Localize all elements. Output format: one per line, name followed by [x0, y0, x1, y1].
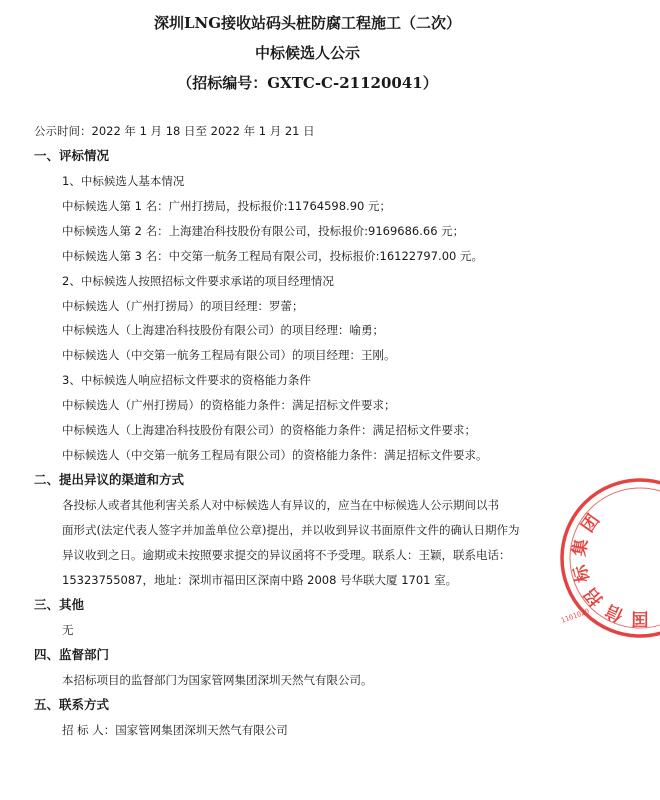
document-subtitle: 中标候选人公示 — [254, 44, 360, 62]
svg-text:集: 集 — [569, 537, 593, 558]
section4-heading: 四、监督部门 — [34, 647, 110, 662]
qualification-3: 中标候选人（中交第一航务工程局有限公司）的资格能力条件：满足招标文件要求。 — [62, 448, 488, 462]
objection-paragraph-line1: 各投标人或者其他利害关系人对中标候选人有异议的，应当在中标候选人公示期间以书 — [62, 498, 499, 512]
objection-paragraph-line4: 15323755087，地址：深圳市福田区深南中路 2008 号华联大厦 1701 室。 — [62, 573, 458, 587]
section4-text: 本招标项目的监督部门为国家管网集团深圳天然气有限公司。 — [62, 673, 373, 687]
section1-sub2: 2、中标候选人按照招标文件要求承诺的项目经理情况 — [62, 274, 334, 288]
official-seal-stamp — [540, 470, 660, 650]
section1-heading: 一、评标情况 — [34, 148, 110, 163]
svg-text:团: 团 — [577, 510, 604, 537]
svg-text:招: 招 — [580, 583, 608, 610]
manager-1: 中标候选人（广州打捞局）的项目经理：罗蕾； — [62, 299, 304, 313]
manager-3: 中标候选人（中交第一航务工程局有限公司）的项目经理：王刚。 — [62, 348, 396, 362]
candidate-3: 中标候选人第 3 名：中交第一航务工程局有限公司，投标报价:16122797.00 元。 — [62, 249, 483, 263]
section2-heading: 二、提出异议的渠道和方式 — [34, 472, 185, 487]
section3-heading: 三、其他 — [34, 597, 85, 612]
candidate-2: 中标候选人第 2 名：上海建冶科技股份有限公司，投标报价:9169686.66 元； — [62, 224, 465, 238]
manager-2: 中标候选人（上海建冶科技股份有限公司）的项目经理：喻勇； — [62, 323, 384, 337]
objection-paragraph-line2: 面形式(法定代表人签字并加盖单位公章)提出，并以收到异议书面原件文件的确认日期作为 — [62, 523, 520, 537]
section5-heading: 五、联系方式 — [34, 697, 110, 712]
document-title: 深圳LNG接收站码头桩防腐工程施工（二次） — [153, 14, 462, 32]
svg-text:国: 国 — [631, 608, 649, 628]
svg-text:信: 信 — [602, 599, 627, 626]
objection-paragraph-line3: 异议收到之日。逾期或未按照要求提交的异议函将不予受理。联系人：王颖，联系电话： — [62, 548, 511, 562]
section1-sub3: 3、中标候选人响应招标文件要求的资格能力条件 — [62, 373, 311, 387]
svg-text:1101020: 1101020 — [559, 607, 591, 625]
qualification-2: 中标候选人（上海建冶科技股份有限公司）的资格能力条件：满足招标文件要求； — [62, 423, 476, 437]
qualification-1: 中标候选人（广州打捞局）的资格能力条件：满足招标文件要求； — [62, 398, 396, 412]
section1-sub1: 1、中标候选人基本情况 — [62, 174, 185, 188]
candidate-1: 中标候选人第 1 名：广州打捞局，投标报价:11764598.90 元； — [62, 199, 391, 213]
section3-text: 无 — [62, 623, 74, 637]
publish-time: 公示时间：2022 年 1 月 18 日至 2022 年 1 月 21 日 — [34, 124, 315, 138]
tender-number: （招标编号：GXTC-C-21120041） — [177, 74, 438, 92]
section5-text: 招 标 人：国家管网集团深圳天然气有限公司 — [62, 723, 288, 737]
svg-text:标: 标 — [570, 562, 594, 585]
